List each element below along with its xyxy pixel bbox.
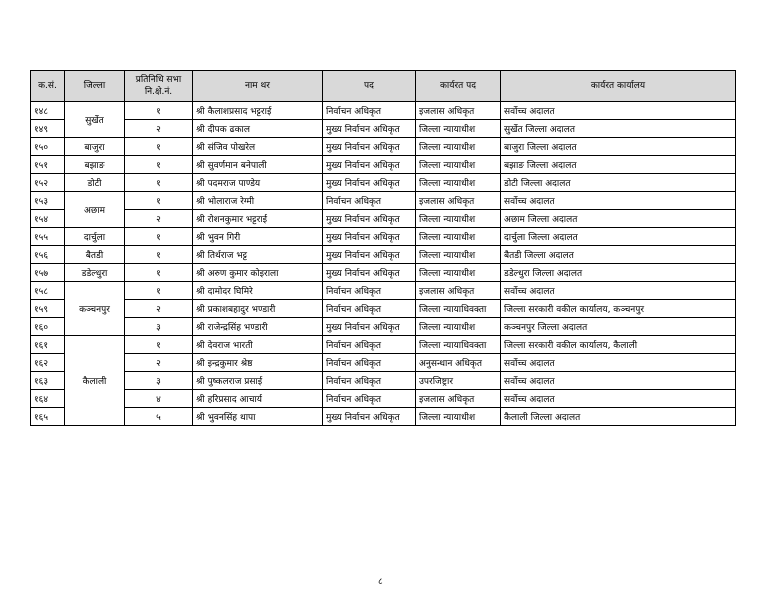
table-row bbox=[31, 390, 736, 408]
cell-constituency: १ bbox=[125, 336, 193, 354]
cell-constituency: १ bbox=[125, 246, 193, 264]
header-row bbox=[31, 71, 736, 102]
cell-current-office: सर्वोच्च अदालत bbox=[501, 282, 736, 300]
cell-current-post: जिल्ला न्यायाधीश bbox=[416, 246, 501, 264]
cell-position: निर्वाचन अधिकृत bbox=[323, 300, 416, 318]
cell-position: मुख्य निर्वाचन अधिकृत bbox=[323, 120, 416, 138]
header-current-post: कार्यरत पद bbox=[416, 71, 501, 102]
cell-current-office: जिल्ला सरकारी वकील कार्यालय, कञ्चनपुर bbox=[501, 300, 736, 318]
cell-current-office: सर्वोच्च अदालत bbox=[501, 390, 736, 408]
table-row bbox=[31, 228, 736, 246]
cell-name: श्री भुवन गिरी bbox=[193, 228, 323, 246]
cell-position: मुख्य निर्वाचन अधिकृत bbox=[323, 264, 416, 282]
cell-name: श्री रोशनकुमार भट्टराई bbox=[193, 210, 323, 228]
cell-name: श्री अरुण कुमार कोइराला bbox=[193, 264, 323, 282]
cell-current-office: कैलाली जिल्ला अदालत bbox=[501, 408, 736, 426]
cell-constituency: ३ bbox=[125, 318, 193, 336]
cell-district: डोटी bbox=[65, 174, 125, 192]
cell-sn: १५७ bbox=[31, 264, 65, 282]
cell-name: श्री संजिव पोखरेल bbox=[193, 138, 323, 156]
table-row bbox=[31, 174, 736, 192]
cell-current-post: जिल्ला न्यायाधीश bbox=[416, 174, 501, 192]
cell-name: श्री भोलाराज रेग्मी bbox=[193, 192, 323, 210]
cell-constituency: १ bbox=[125, 192, 193, 210]
table-header bbox=[31, 71, 736, 102]
cell-constituency: ४ bbox=[125, 390, 193, 408]
cell-constituency: १ bbox=[125, 282, 193, 300]
cell-position: मुख्य निर्वाचन अधिकृत bbox=[323, 408, 416, 426]
cell-sn: १५१ bbox=[31, 156, 65, 174]
cell-position: निर्वाचन अधिकृत bbox=[323, 390, 416, 408]
cell-current-office: सर्वोच्च अदालत bbox=[501, 354, 736, 372]
cell-sn: १५८ bbox=[31, 282, 65, 300]
cell-current-post: जिल्ला न्यायाधीश bbox=[416, 408, 501, 426]
cell-current-post: इजलास अधिकृत bbox=[416, 282, 501, 300]
cell-sn: १६४ bbox=[31, 390, 65, 408]
cell-name: श्री कैलाशप्रसाद भट्टराई bbox=[193, 102, 323, 120]
table-row bbox=[31, 120, 736, 138]
cell-district: दार्चुला bbox=[65, 228, 125, 246]
cell-position: निर्वाचन अधिकृत bbox=[323, 336, 416, 354]
cell-constituency: १ bbox=[125, 156, 193, 174]
cell-sn: १६५ bbox=[31, 408, 65, 426]
cell-current-office: डडेल्धुरा जिल्ला अदालत bbox=[501, 264, 736, 282]
cell-sn: १४९ bbox=[31, 120, 65, 138]
cell-sn: १५३ bbox=[31, 192, 65, 210]
cell-sn: १६१ bbox=[31, 336, 65, 354]
cell-current-post: जिल्ला न्यायाधीश bbox=[416, 138, 501, 156]
cell-position: मुख्य निर्वाचन अधिकृत bbox=[323, 174, 416, 192]
cell-current-post: इजलास अधिकृत bbox=[416, 192, 501, 210]
cell-name: श्री पुष्कलराज प्रसाई bbox=[193, 372, 323, 390]
table-row bbox=[31, 300, 736, 318]
cell-current-office: बैतडी जिल्ला अदालत bbox=[501, 246, 736, 264]
cell-sn: १५९ bbox=[31, 300, 65, 318]
cell-current-office: सर्वोच्च अदालत bbox=[501, 192, 736, 210]
cell-current-post: जिल्ला न्यायाधीश bbox=[416, 156, 501, 174]
cell-position: निर्वाचन अधिकृत bbox=[323, 282, 416, 300]
cell-current-office: डोटी जिल्ला अदालत bbox=[501, 174, 736, 192]
cell-current-post: इजलास अधिकृत bbox=[416, 102, 501, 120]
cell-position: मुख्य निर्वाचन अधिकृत bbox=[323, 138, 416, 156]
cell-district: डडेल्धुरा bbox=[65, 264, 125, 282]
cell-current-office: जिल्ला सरकारी वकील कार्यालय, कैलाली bbox=[501, 336, 736, 354]
table-row bbox=[31, 210, 736, 228]
header-constituency bbox=[125, 71, 193, 102]
cell-current-post: जिल्ला न्यायाधीश bbox=[416, 210, 501, 228]
table-row bbox=[31, 372, 736, 390]
cell-position: निर्वाचन अधिकृत bbox=[323, 102, 416, 120]
cell-name: श्री प्रकाशबहादुर भण्डारी bbox=[193, 300, 323, 318]
cell-current-office: सर्वोच्च अदालत bbox=[501, 372, 736, 390]
cell-sn: १६२ bbox=[31, 354, 65, 372]
cell-sn: १६३ bbox=[31, 372, 65, 390]
cell-position: मुख्य निर्वाचन अधिकृत bbox=[323, 318, 416, 336]
table-row bbox=[31, 264, 736, 282]
table-row bbox=[31, 336, 736, 354]
cell-name: श्री दीपक ढकाल bbox=[193, 120, 323, 138]
table-row bbox=[31, 102, 736, 120]
table-row bbox=[31, 282, 736, 300]
cell-position: निर्वाचन अधिकृत bbox=[323, 192, 416, 210]
cell-constituency: २ bbox=[125, 300, 193, 318]
cell-current-office: दार्चुला जिल्ला अदालत bbox=[501, 228, 736, 246]
header-position: पद bbox=[323, 71, 416, 102]
table-row bbox=[31, 318, 736, 336]
cell-position: मुख्य निर्वाचन अधिकृत bbox=[323, 228, 416, 246]
header-name: नाम थर bbox=[193, 71, 323, 102]
page-number: ८ bbox=[378, 577, 383, 587]
cell-current-post: जिल्ला न्यायाधिवक्ता bbox=[416, 336, 501, 354]
cell-name: श्री पदमराज पाण्डेय bbox=[193, 174, 323, 192]
cell-current-post: जिल्ला न्यायाधीश bbox=[416, 318, 501, 336]
cell-position: निर्वाचन अधिकृत bbox=[323, 354, 416, 372]
table-row bbox=[31, 138, 736, 156]
cell-current-office: बाजुरा जिल्ला अदालत bbox=[501, 138, 736, 156]
cell-position: मुख्य निर्वाचन अधिकृत bbox=[323, 156, 416, 174]
cell-name: श्री भुवनसिंह थापा bbox=[193, 408, 323, 426]
cell-name: श्री दामोदर घिमिरे bbox=[193, 282, 323, 300]
cell-constituency: ३ bbox=[125, 372, 193, 390]
table-body bbox=[31, 102, 736, 426]
cell-district: कञ्चनपुर bbox=[65, 282, 125, 336]
cell-sn: १६० bbox=[31, 318, 65, 336]
cell-constituency: २ bbox=[125, 210, 193, 228]
cell-sn: १५६ bbox=[31, 246, 65, 264]
cell-position: मुख्य निर्वाचन अधिकृत bbox=[323, 246, 416, 264]
cell-sn: १५० bbox=[31, 138, 65, 156]
header-sn: क.सं. bbox=[31, 71, 65, 102]
cell-constituency: ५ bbox=[125, 408, 193, 426]
cell-constituency: २ bbox=[125, 354, 193, 372]
cell-constituency: १ bbox=[125, 264, 193, 282]
header-current-office: कार्यरत कार्यालय bbox=[501, 71, 736, 102]
header-constituency-line2: नि.क्षे.नं. bbox=[144, 87, 173, 97]
cell-name: श्री देवराज भारती bbox=[193, 336, 323, 354]
table-row bbox=[31, 408, 736, 426]
cell-current-office: सुर्खेत जिल्ला अदालत bbox=[501, 120, 736, 138]
cell-district: बझाङ bbox=[65, 156, 125, 174]
cell-position: निर्वाचन अधिकृत bbox=[323, 372, 416, 390]
header-constituency-line1: प्रतिनिधि सभा bbox=[135, 75, 182, 85]
cell-name: श्री हरिप्रसाद आचार्य bbox=[193, 390, 323, 408]
cell-current-post: जिल्ला न्यायाधीश bbox=[416, 228, 501, 246]
cell-name: श्री सुवर्णमान बनेपाली bbox=[193, 156, 323, 174]
table-row bbox=[31, 156, 736, 174]
cell-current-office: अछाम जिल्ला अदालत bbox=[501, 210, 736, 228]
cell-constituency: १ bbox=[125, 228, 193, 246]
cell-current-post: जिल्ला न्यायाधिवक्ता bbox=[416, 300, 501, 318]
cell-district: बाजुरा bbox=[65, 138, 125, 156]
cell-district: अछाम bbox=[65, 192, 125, 228]
cell-district: बैतडी bbox=[65, 246, 125, 264]
cell-current-office: कञ्चनपुर जिल्ला अदालत bbox=[501, 318, 736, 336]
cell-current-post: इजलास अधिकृत bbox=[416, 390, 501, 408]
table-row bbox=[31, 354, 736, 372]
cell-current-post: उपरजिष्ट्रार bbox=[416, 372, 501, 390]
header-district: जिल्ला bbox=[65, 71, 125, 102]
cell-constituency: १ bbox=[125, 102, 193, 120]
cell-name: श्री इन्द्रकुमार श्रेष्ठ bbox=[193, 354, 323, 372]
cell-sn: १५४ bbox=[31, 210, 65, 228]
cell-current-office: बझाङ जिल्ला अदालत bbox=[501, 156, 736, 174]
table-row bbox=[31, 192, 736, 210]
cell-name: श्री तिर्थराज भट्ट bbox=[193, 246, 323, 264]
cell-district: कैलाली bbox=[65, 336, 125, 426]
cell-current-post: अनुसन्धान अधिकृत bbox=[416, 354, 501, 372]
cell-sn: १५२ bbox=[31, 174, 65, 192]
cell-position: मुख्य निर्वाचन अधिकृत bbox=[323, 210, 416, 228]
cell-district: सुर्खेत bbox=[65, 102, 125, 138]
cell-name: श्री राजेन्द्रसिंह भण्डारी bbox=[193, 318, 323, 336]
cell-constituency: २ bbox=[125, 120, 193, 138]
cell-constituency: १ bbox=[125, 174, 193, 192]
cell-current-office: सर्वोच्च अदालत bbox=[501, 102, 736, 120]
cell-current-post: जिल्ला न्यायाधीश bbox=[416, 264, 501, 282]
cell-current-post: जिल्ला न्यायाधीश bbox=[416, 120, 501, 138]
cell-constituency: १ bbox=[125, 138, 193, 156]
officers-table bbox=[30, 70, 736, 426]
cell-sn: १४८ bbox=[31, 102, 65, 120]
table-row bbox=[31, 246, 736, 264]
cell-sn: १५५ bbox=[31, 228, 65, 246]
